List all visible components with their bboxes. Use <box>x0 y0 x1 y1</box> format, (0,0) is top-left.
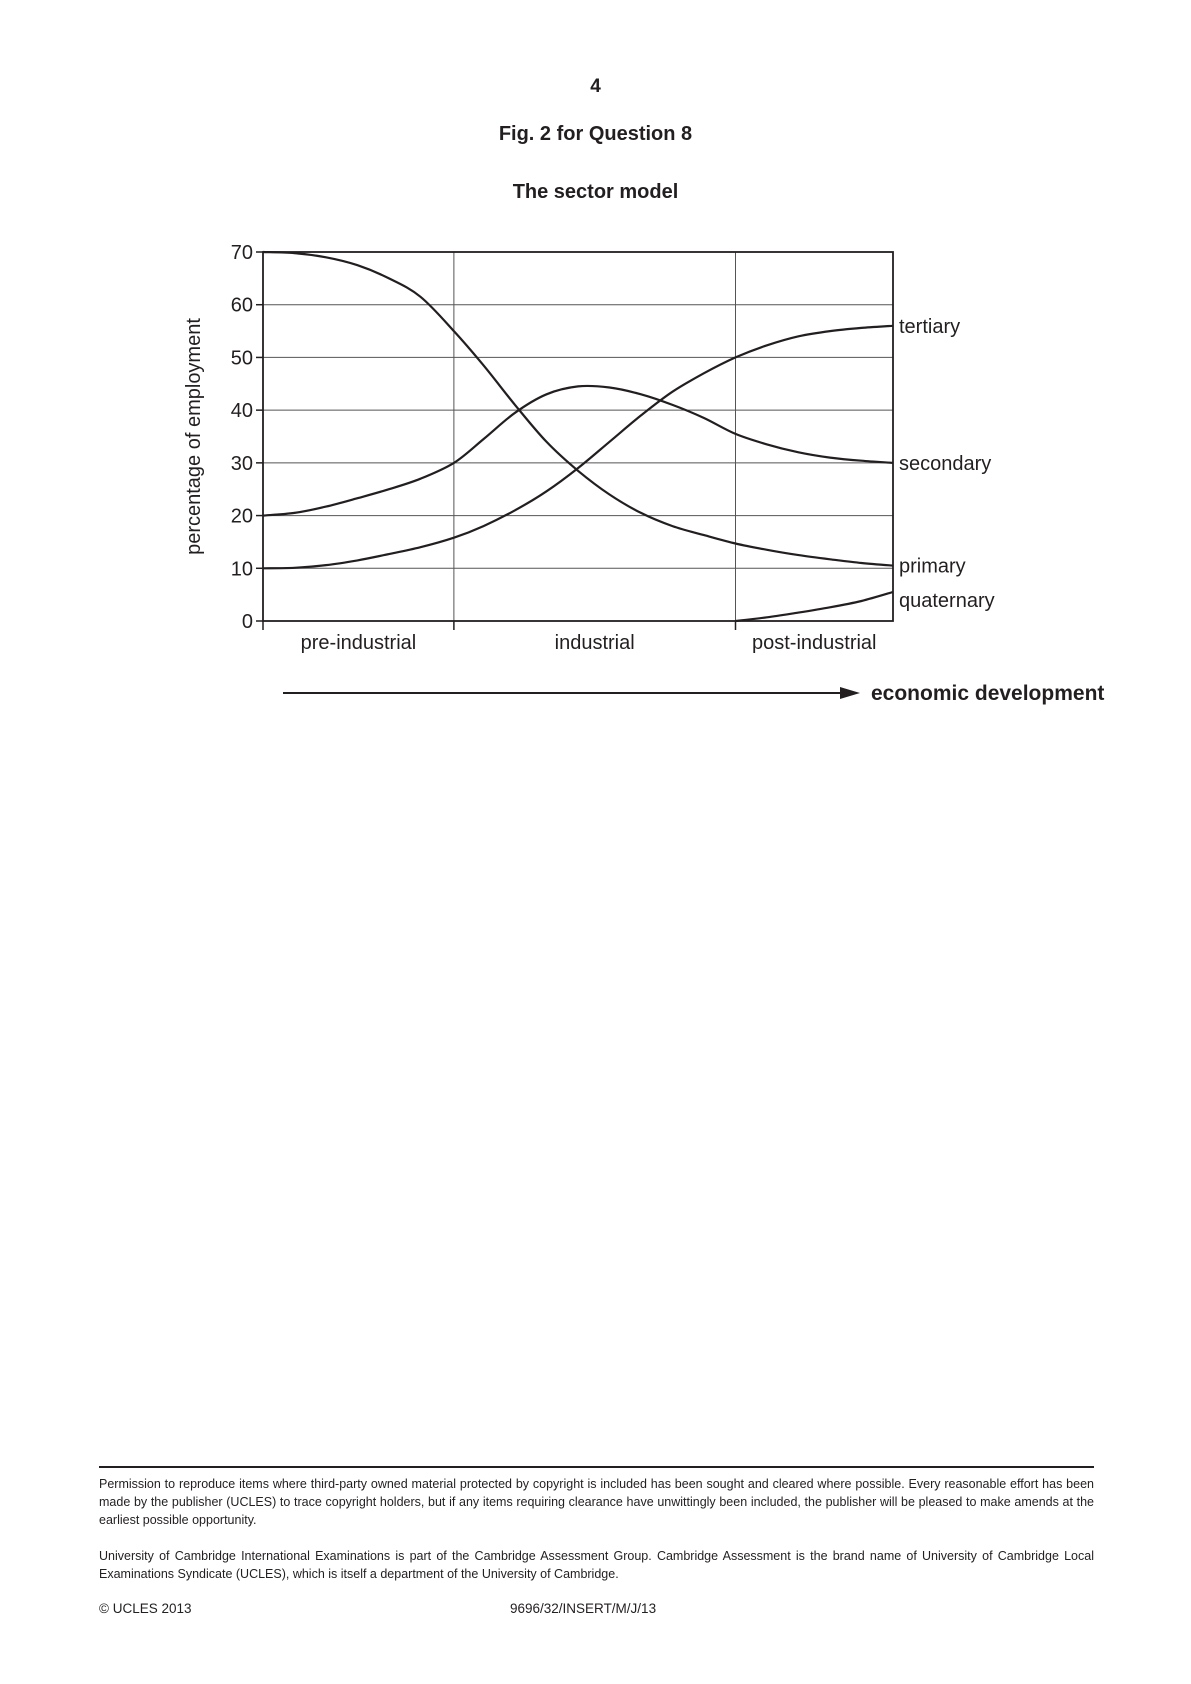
plot-frame <box>263 252 893 621</box>
sector-model-chart <box>150 230 1105 710</box>
y-axis-label: percentage of employment <box>183 318 205 555</box>
y-tick-label: 30 <box>230 452 253 475</box>
figure-caption: Fig. 2 for Question 8 <box>498 123 693 145</box>
series-label-tertiary: tertiary <box>899 315 961 338</box>
series-label-primary: primary <box>899 555 966 578</box>
series-lines <box>263 252 893 621</box>
footer-ucles-text: University of Cambridge International Examinations is part of the Cambridge Assessment Group. Cambridge Assessment is the brand name of University of Cambridge Local Examinations Syndicate (UCLES), which is itself a department of the University of Cambridge. <box>99 1549 1094 1581</box>
y-tick-label: 70 <box>230 242 253 264</box>
series-label-quaternary: quaternary <box>899 590 995 613</box>
grid <box>263 252 893 621</box>
y-tick-label: 50 <box>230 347 253 370</box>
footer-divider <box>99 1466 1094 1468</box>
footer-paper-code: 9696/32/INSERT/M/J/13 <box>510 1601 657 1616</box>
development-arrow-head <box>840 687 860 699</box>
footer-copyright: © UCLES 2013 <box>99 1601 192 1616</box>
y-tick-label: 10 <box>230 558 253 581</box>
series-line-secondary <box>263 386 893 516</box>
series-label-secondary: secondary <box>899 452 992 475</box>
series-line-quaternary <box>736 592 894 621</box>
figure-title: The sector model <box>512 181 679 203</box>
y-tick-label: 60 <box>230 294 253 317</box>
x-axis-label: economic development <box>871 682 1105 705</box>
x-category-label: industrial <box>554 632 635 654</box>
footer-permission-text: Permission to reproduce items where third-party owned material protected by copyright is included has been sought and cleared where possible. Every reasonable effort has been made by the publisher (UCLES) to trace copyright holders, but if any items requiring clearance have unwittingly been included, the publisher will be pleased to make amends at the earliest possible opportunity. <box>99 1477 1094 1527</box>
y-tick-label: 0 <box>241 611 253 633</box>
series-line-tertiary <box>263 326 893 569</box>
page-number: 4 <box>590 76 601 97</box>
labels <box>183 242 1104 705</box>
series-line-primary <box>263 252 893 566</box>
x-category-label: post-industrial <box>751 632 877 654</box>
y-tick-label: 20 <box>230 505 253 528</box>
x-category-label: pre-industrial <box>300 632 417 654</box>
y-tick-label: 40 <box>230 400 253 423</box>
